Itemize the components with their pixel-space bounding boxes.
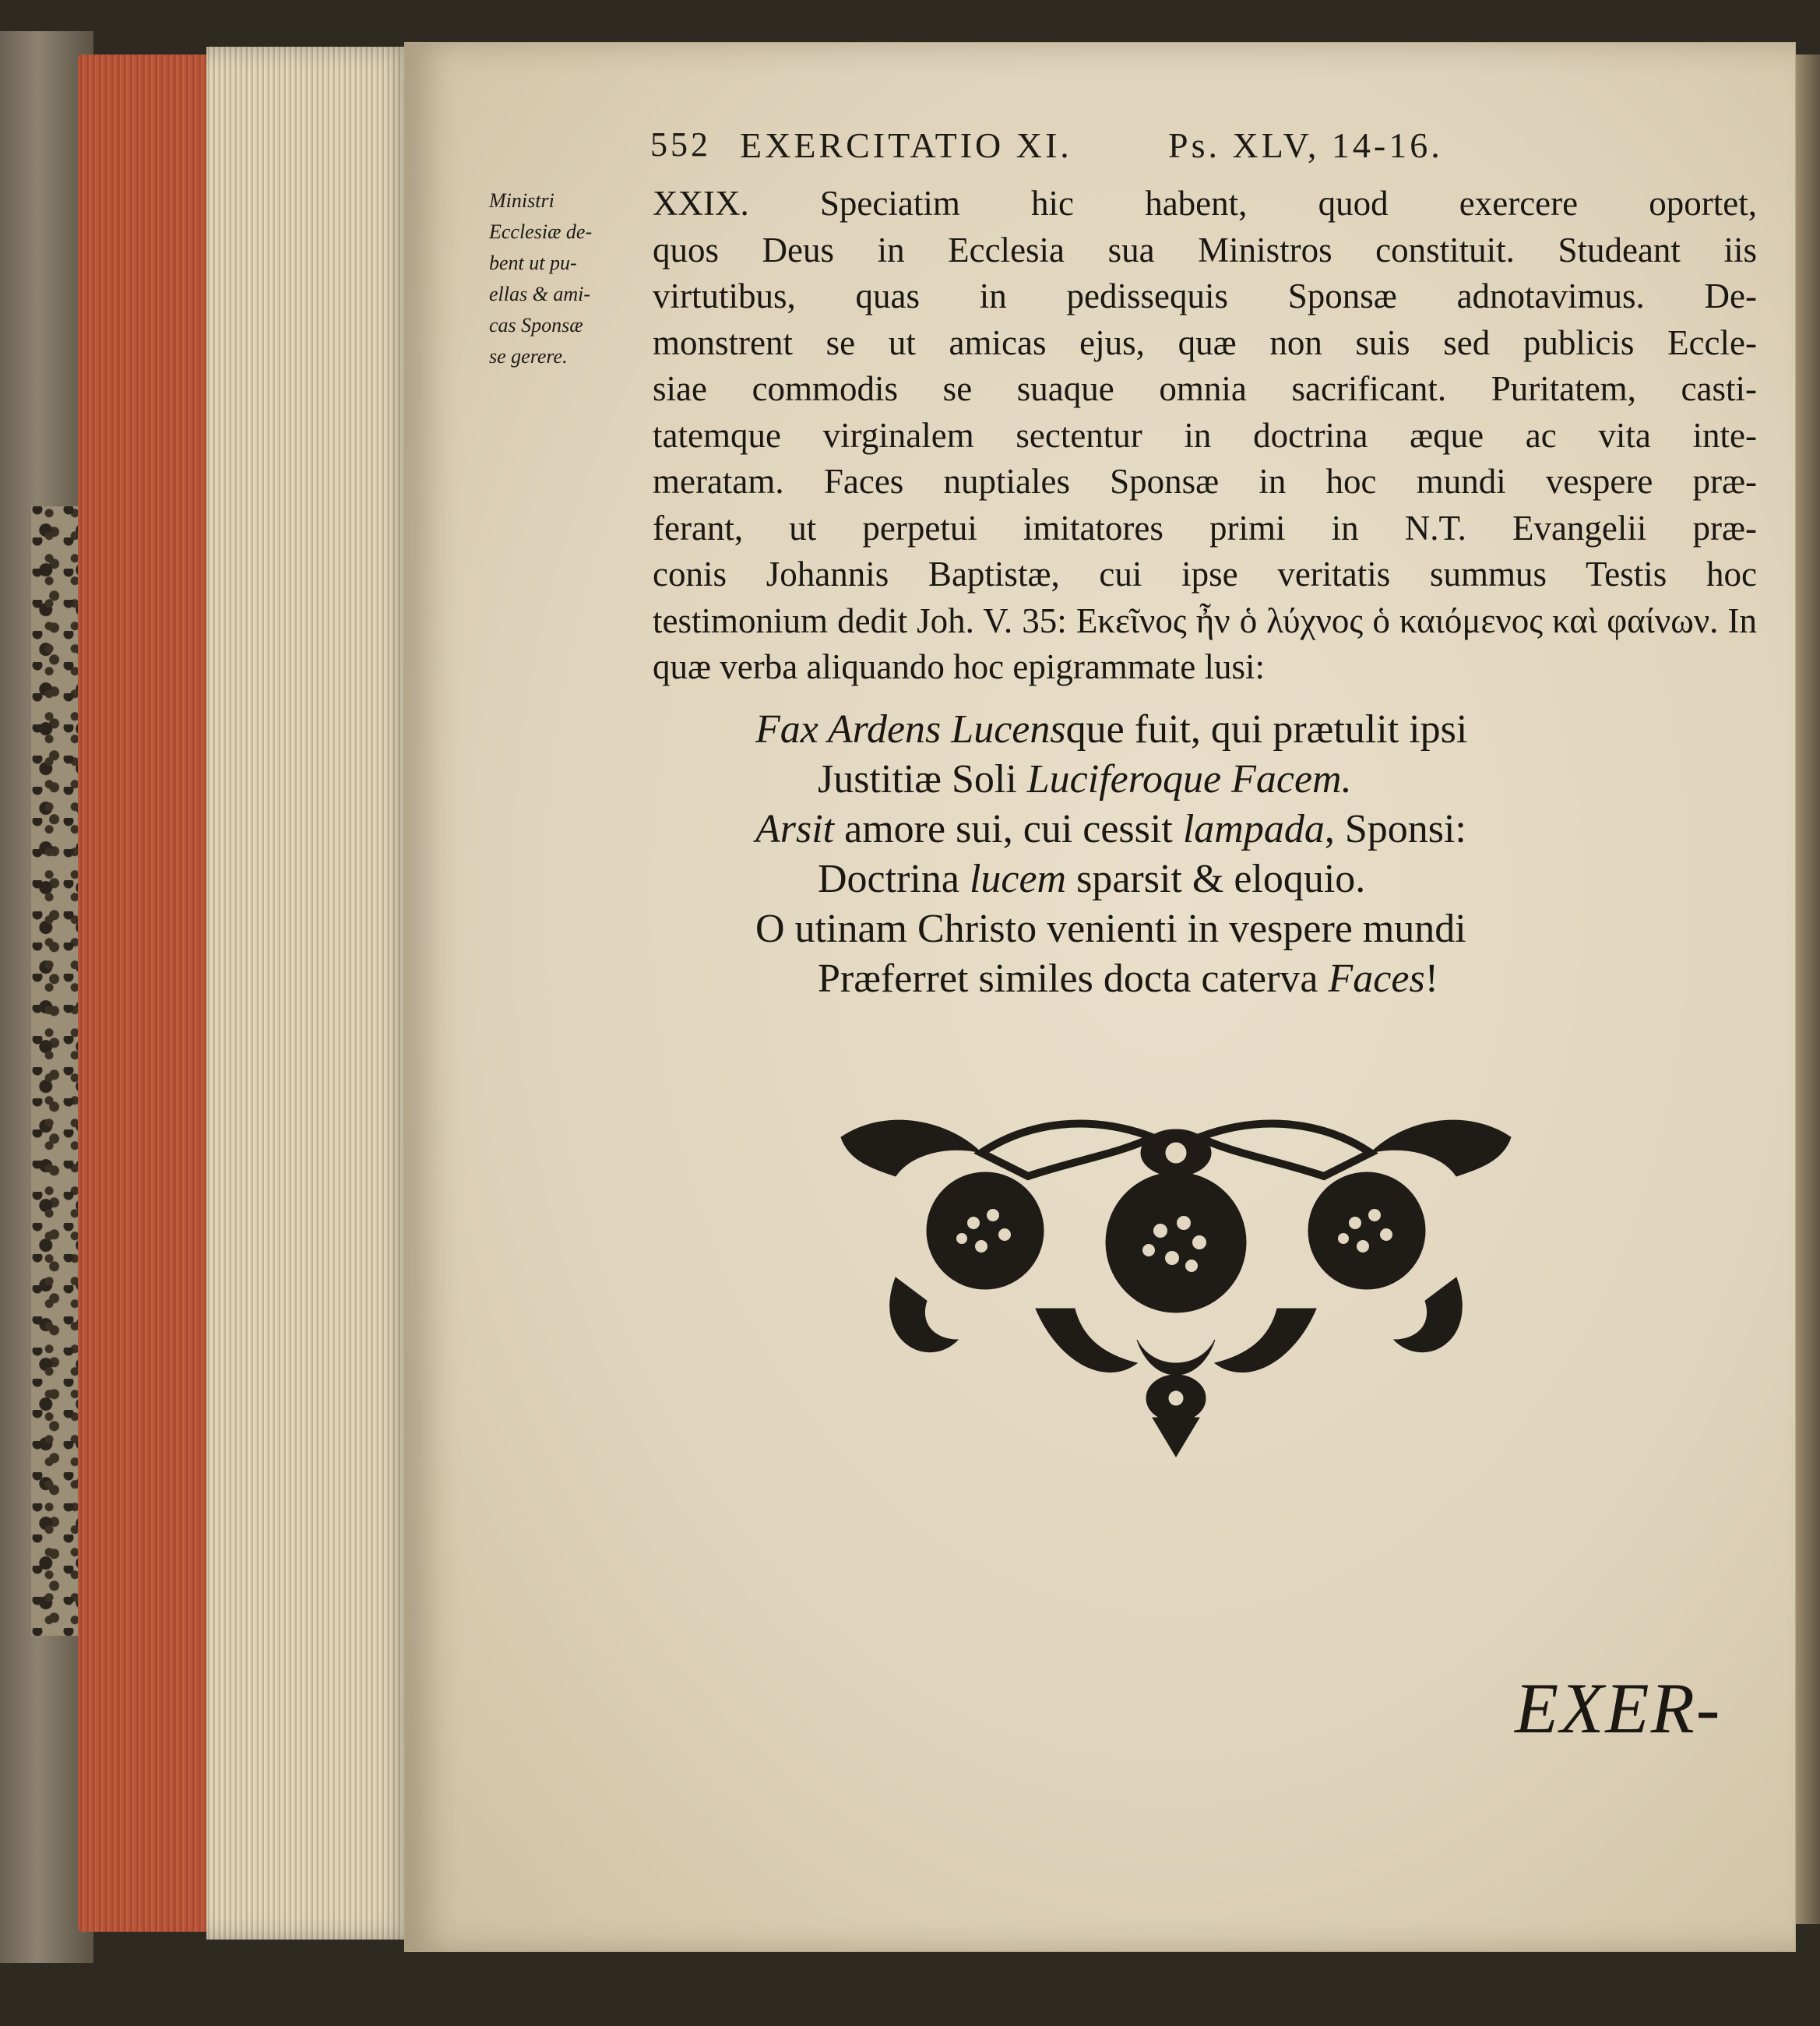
epigram-verse [755,755,1690,805]
roman-run: Præferret similes docta caterva [818,957,1329,1001]
epigram-verse [755,854,1690,904]
page-number: 552 [650,125,711,164]
running-head-reference: Ps. XLV, 14-16. [1168,125,1443,165]
text-line: tatemque virginalem sectentur in doctrina æque ac vita inte- [653,415,1757,455]
marginal-note-line: Ecclesiæ de- [489,220,593,243]
text-line: quos Deus in Ecclesia sua Ministros constituit. Studeant iis [653,230,1757,270]
epigram-verse [755,954,1690,1004]
roman-run: , Sponsi: [1324,807,1466,851]
roman-run: Justitiæ Soli [818,757,1027,802]
running-head [650,125,1585,179]
marginal-note-line: cas Sponsæ [489,314,583,336]
roman-run: ! [1424,957,1439,1001]
red-page-edge [78,55,210,1932]
marginal-note-line: bent ut pu- [489,252,577,274]
italic-run: Faces [1328,957,1425,1001]
text-line: quæ verba aliquando hoc epigrammate lusi: [653,647,1266,686]
text-line: virtutibus, quas in pedissequis Sponsæ adnotavimus. De- [653,277,1757,315]
facing-page-edge [1791,55,1820,1924]
roman-run: amore sui, cui cessit [834,807,1183,851]
marginal-note-line: ellas & ami- [489,283,590,305]
roman-run: Doctrina [818,857,970,901]
catchword: EXER- [1515,1668,1722,1748]
italic-run: Fax Ardens Lucens [755,707,1066,752]
roman-run: O utinam Christo venienti in vespere mundi [755,907,1466,951]
running-head-title: EXERCITATIO XI. [740,125,1072,165]
epigram [755,705,1690,1004]
marginal-note-line: se gerere. [489,345,568,368]
italic-run: Luciferoque Facem. [1026,757,1352,802]
italic-run: lucem [969,857,1067,901]
epigram-verse [755,805,1690,854]
italic-run: Arsit [755,807,835,851]
marginal-note-line: Ministri [489,189,554,212]
paragraph-xxix [653,181,1757,691]
marginal-note [489,185,645,372]
text-line: siae commodis se suaque omnia sacrificant. Puritatem, casti- [653,369,1757,408]
italic-run: lampada [1182,807,1325,851]
roman-run: sparsit & eloquio. [1066,857,1366,901]
roman-run: que fuit, qui prætulit ipsi [1065,707,1468,752]
epigram-verse [755,705,1690,755]
floral-tailpiece-icon [826,1106,1526,1472]
text-line: ferant, ut perpetui imitatores primi in N.T. Evangelii præ- [653,508,1757,548]
text-line: testimonium dedit Joh. V. 35: Εκεῖνος ἦν ὁ λύχνος ὁ καιόμενος καὶ φαίνων. In [653,601,1757,640]
page-stack [206,47,417,1940]
text-line: monstrent se ut amicas ejus, quæ non suis sed publicis Eccle- [653,322,1757,362]
text-line: meratam. Faces nuptiales Sponsæ in hoc mundi vespere præ- [653,462,1757,501]
epigram-verse [755,904,1690,954]
text-line: XXIX. Speciatim hic habent, quod exercere oportet, [653,184,1757,223]
text-line: conis Johannis Baptistæ, cui ipse veritatis summus Testis hoc [653,555,1757,594]
